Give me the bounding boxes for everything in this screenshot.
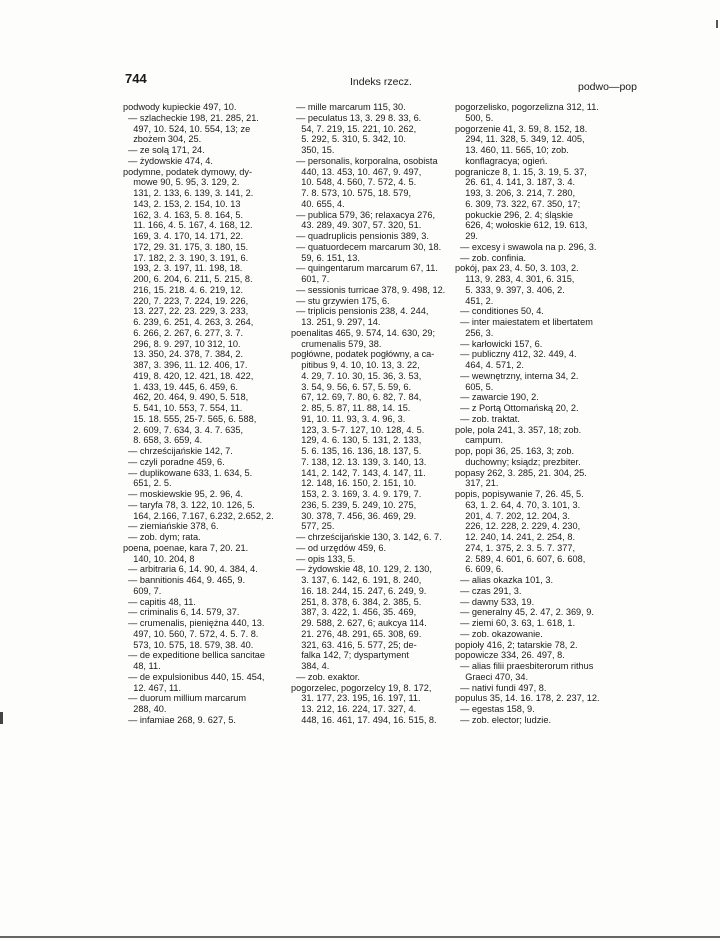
index-entry-line: — alias filii praesbiterorum rithus — [455, 661, 594, 671]
index-entry-line: popasy 262, 3. 285, 21. 304, 25. — [455, 467, 587, 478]
index-entry-line: duchowny; ksiądz; prezbiter. — [455, 456, 581, 467]
index-entry-line: podymne, podatek dymowy, dy- — [123, 166, 253, 177]
index-entry-line: 387, 3. 422, 1. 456, 35. 469, — [291, 607, 417, 618]
index-entry-line: 236, 5. 239, 5. 249, 10. 275, — [291, 499, 417, 510]
index-entry-line: 8. 658, 3. 659, 4. — [123, 435, 203, 446]
index-entry-line: konflagracya; ogień. — [455, 155, 548, 166]
index-entry-line: 321, 63. 416, 5. 577, 25; de- — [291, 639, 417, 650]
index-entry-line: 140, 10. 204, 8 — [123, 553, 195, 564]
index-entry-line: popowicze 334, 26. 497, 8. — [455, 650, 565, 661]
index-entry-line: 21. 276, 48. 291, 65. 308, 69. — [291, 628, 422, 639]
index-entry-line: — taryfa 78, 3. 122, 10. 126, 5. — [123, 499, 255, 510]
index-entry-line: 91, 10. 11. 93, 3. 4. 96, 3. — [291, 413, 406, 424]
index-entry-line: 448, 16. 461, 17. 494, 16. 515, 8. — [291, 714, 437, 725]
index-entry-line: — ziemiańskie 378, 6. — [123, 521, 219, 532]
index-entry-line: 63, 1. 2. 64, 4. 70, 3. 101, 3. — [455, 499, 581, 510]
index-entry-line: — egestas 158, 9. — [455, 704, 535, 714]
index-entry-line: 29. 588, 2. 627, 6; aukcya 114. — [291, 618, 427, 628]
index-entry-line: 11. 166, 4. 5. 167, 4. 168, 12. — [123, 220, 253, 231]
index-entry-line: — zob. dym; rata. — [123, 532, 201, 542]
index-entry-line: 162, 3. 4. 163, 5. 8. 164, 5. — [123, 209, 244, 220]
index-entry-line: 500, 5. — [455, 112, 494, 123]
index-entry-line: pogorzenie 41, 3. 59, 8. 152, 18. — [455, 123, 588, 134]
index-entry-line: 29. — [455, 231, 478, 241]
index-entry-line: 577, 25. — [291, 521, 335, 532]
index-entry-line: — crumenalis, pieniężna 440, 13. — [123, 618, 265, 628]
index-entry-line: pitibus 9, 4. 10, 10. 13, 3. 22, — [291, 360, 420, 370]
index-entry-line: 54, 7. 219, 15. 221, 10. 262, — [291, 123, 417, 134]
index-entry-line: — criminalis 6, 14. 579, 37. — [123, 607, 240, 618]
index-entry-line: 384, 4. — [291, 661, 330, 671]
index-entry-line: 296, 8. 9. 297, 10 312, 10. — [123, 338, 241, 349]
index-entry-line: — chrześcijańskie 142, 7. — [123, 446, 233, 456]
index-entry-line: mowe 90, 5. 95, 3. 129, 2. — [123, 177, 240, 188]
index-entry-line: pole, pola 241, 3. 357, 18; zob. — [455, 424, 582, 435]
index-entry-line: 7. 138, 12. 13. 139, 3. 140, 13. — [291, 456, 427, 467]
index-entry-line: 200, 6. 204, 6. 211, 5. 215, 8. — [123, 274, 253, 284]
index-entry-line: — sessionis turricae 378, 9. 498, 12. — [291, 284, 446, 295]
index-entry-line: 13. 212, 16. 224, 17. 327, 4. — [291, 704, 417, 714]
index-entry-line: 4. 29, 7. 10. 30, 15. 36, 3. 53, — [291, 370, 422, 381]
index-entry-line: 497, 10. 560, 7. 572, 4. 5. 7. 8. — [123, 628, 259, 639]
index-entry-line: 497, 10. 524, 10. 554, 13; ze — [123, 123, 251, 134]
index-entry-line: 193, 2. 3. 197, 11. 198, 18. — [123, 263, 243, 274]
index-entry-line: 48, 11. — [123, 661, 161, 671]
index-entry-line: pop, popi 36, 25. 163, 3; zob. — [455, 446, 575, 456]
index-entry-line: 6. 309, 73. 322, 67. 350, 17; — [455, 198, 581, 209]
index-entry-line: pogranicze 8, 1. 15, 3. 19, 5. 37, — [455, 166, 587, 177]
index-entry-line: 6. 266, 2. 267, 6. 277, 3. 7. — [123, 327, 244, 338]
index-entry-line: — mille marcarum 115, 30. — [291, 102, 406, 112]
index-entry-line: 226, 12. 228, 2. 229, 4. 230, — [455, 521, 581, 532]
index-entry-line: — quatuordecem marcarum 30, 18. — [291, 241, 442, 252]
index-entry-line: 1. 433, 19. 445, 6. 459, 6. — [123, 381, 238, 392]
index-entry-line: 30. 378, 7. 456, 36. 469, 29. — [291, 510, 417, 521]
index-entry-line: — zob. okazowanie. — [455, 628, 543, 639]
index-entry-line: 172, 29. 31. 175, 3. 180, 15. — [123, 241, 249, 252]
running-title: Indeks rzecz. — [350, 76, 412, 88]
index-entry-line: — duorum millium marcarum — [123, 693, 247, 704]
index-entry-line: 16. 18. 244, 15. 247, 6. 249, 9. — [291, 585, 427, 596]
index-entry-line: 193, 3. 206, 3. 214, 7. 280, — [455, 188, 576, 198]
index-entry-line: 141, 2. 142, 7. 143, 4. 147, 11. — [291, 467, 426, 478]
index-entry-line: campum. — [455, 435, 503, 446]
index-entry-line: 2. 609, 7. 634, 3. 4. 7. 635, — [123, 424, 244, 435]
index-range: podwo—pop — [578, 81, 637, 93]
index-entry-line: — chrześcijańskie 130, 3. 142, 6. 7. — [291, 532, 442, 542]
index-entry-line: 440, 13. 453, 10. 467, 9. 497, — [291, 166, 422, 177]
index-entry-line: 451, 2. — [455, 295, 494, 306]
index-entry-line: 12. 148, 16. 150, 2. 151, 10. — [291, 478, 417, 489]
index-entry-line: 7. 8. 573, 10. 575, 18. 579, — [291, 188, 412, 198]
index-entry-line: — arbitraria 6, 14. 90, 4. 384, 4. — [123, 564, 258, 575]
index-entry-line: 12. 467, 11. — [123, 682, 182, 693]
index-entry-line: — szlacheckie 198, 21. 285, 21. — [123, 112, 259, 123]
index-entry-line: poena, poenae, kara 7, 20. 21. — [123, 542, 249, 553]
index-entry-line: — opis 133, 5. — [291, 553, 356, 564]
index-entry-line: — bannitionis 464, 9. 465, 9. — [123, 575, 246, 585]
index-entry-line: 26. 61, 4. 141, 3. 187, 3. 4. — [455, 177, 576, 188]
scan-edge-mark — [716, 20, 718, 28]
index-entry-line: 43. 289, 49. 307, 57. 320, 51. — [291, 220, 422, 231]
index-entry-line: 216, 15. 218. 4. 6. 219, 12. — [123, 284, 244, 295]
index-entry-line: 256, 3. — [455, 327, 494, 338]
index-entry-line: — ziemi 60, 3. 63, 1. 618, 1. — [455, 618, 576, 628]
index-entry-line: — czas 291, 3. — [455, 585, 522, 596]
index-entry-line: — publiczny 412, 32. 449, 4. — [455, 349, 577, 360]
index-entry-line: 464, 4. 571, 2. — [455, 360, 524, 370]
index-entry-line: 143, 2. 153, 2. 154, 10. 13 — [123, 198, 241, 209]
index-entry-line: falka 142, 7; dyspartyment — [291, 650, 409, 661]
index-entry-line: — zob. exaktor. — [291, 671, 360, 682]
index-entry-line: 6. 609, 6. — [455, 564, 504, 575]
index-entry-line: 609, 7. — [123, 585, 162, 596]
index-entry-line: popis, popisywanie 7, 26. 45, 5. — [455, 489, 584, 499]
index-entry-line: — quadruplicis pensionis 389, 3. — [291, 231, 429, 241]
index-entry-line: pokój, pax 23, 4. 50, 3. 103, 2. — [455, 263, 579, 274]
index-entry-line: — triplicis pensionis 238, 4. 244, — [291, 306, 429, 317]
index-entry-line: — moskiewskie 95, 2. 96, 4. — [123, 489, 243, 499]
index-entry-line: 113, 9. 283, 4. 301, 6. 315, — [455, 274, 575, 284]
index-entry-line: pogorzelisko, pogorzelizna 312, 11. — [455, 102, 599, 112]
index-entry-line: 5. 292, 5. 310, 5. 342, 10. — [291, 134, 406, 145]
index-entry-line: — duplikowane 633, 1. 634, 5. — [123, 467, 253, 478]
index-column-1 — [123, 102, 288, 726]
index-entry-line: 350, 15. — [291, 145, 335, 155]
index-entry-line: 5. 6. 135, 16. 136, 18. 137, 5. — [291, 446, 422, 456]
index-entry-line: — conditiones 50, 4. — [455, 306, 544, 317]
index-entry-line: — de expulsionibus 440, 15. 454, — [123, 671, 265, 682]
index-entry-line: 251, 8. 378, 6. 384, 2. 385, 5. — [291, 596, 422, 607]
index-entry-line: — z Portą Ottomańską 20, 2. — [455, 403, 579, 413]
index-entry-line: 164, 2.166, 7.167, 6.232, 2.652, 2. — [123, 510, 274, 521]
index-entry-line: 573, 10. 575, 18. 579, 38. 40. — [123, 639, 254, 650]
index-entry-line: — ze solą 171, 24. — [123, 145, 205, 155]
index-entry-line: 601, 7. — [291, 274, 330, 284]
index-entry-line: — inter maiestatem et libertatem — [455, 317, 593, 327]
index-entry-line: — nativi fundi 497, 8. — [455, 682, 547, 693]
index-entry-line: 651, 2. 5. — [123, 478, 172, 489]
index-entry-line: 123, 3. 5-7. 127, 10. 128, 4. 5. — [291, 424, 425, 435]
index-entry-line: crumenalis 579, 38. — [291, 338, 382, 349]
index-entry-line: 3. 137, 6. 142, 6. 191, 8. 240, — [291, 575, 422, 585]
index-entry-line: 13. 227, 22. 23. 229, 3. 233, — [123, 306, 249, 317]
index-entry-line: 10. 548, 4. 560, 7. 572, 4. 5. — [291, 177, 417, 188]
index-entry-line: 201, 4. 7. 202, 12. 204, 3. — [455, 510, 570, 521]
index-entry-line: poenalitas 465, 9. 574, 14. 630, 29; — [291, 327, 436, 338]
index-entry-line: 67, 12. 69, 7. 80, 6. 82, 7. 84, — [291, 392, 422, 403]
index-entry-line: 5. 333, 9. 397, 3. 406, 2. — [455, 284, 565, 295]
index-entry-line: popioły 416, 2; tatarskie 78, 2. — [455, 639, 578, 650]
index-entry-line: 605, 5. — [455, 381, 494, 392]
index-entry-line: Graeci 470, 34. — [455, 671, 529, 682]
index-entry-line: — excesy i swawola na p. 296, 3. — [455, 241, 597, 252]
index-entry-line: 12. 240, 14. 241, 2. 254, 8. — [455, 532, 576, 542]
index-entry-line: 40. 655, 4. — [291, 198, 345, 209]
scan-edge-mark — [0, 712, 3, 724]
index-entry-line: 220, 7. 223, 7. 224, 19. 226, — [123, 295, 249, 306]
index-entry-line: 626, 4; wołoskie 612, 19. 613, — [455, 220, 588, 231]
index-entry-line: 462, 20. 464, 9. 490, 5. 518, — [123, 392, 249, 403]
index-entry-line: — zawarcie 190, 2. — [455, 392, 539, 403]
index-entry-line: — capitis 48, 11. — [123, 596, 196, 607]
index-entry-line: 169, 3. 4. 170, 14. 171, 22. — [123, 231, 244, 241]
index-entry-line: 294, 11. 328, 5. 349, 12. 405, — [455, 134, 585, 145]
index-entry-line: — czyli poradne 459, 6. — [123, 456, 225, 467]
index-entry-line: 15. 18. 555, 25-7. 565, 6. 588, — [123, 413, 257, 424]
index-entry-line: 288, 40. — [123, 704, 167, 714]
index-entry-line: 31. 177, 23. 195, 16. 197, 11. — [291, 693, 421, 704]
index-entry-line: pokuckie 296, 2. 4; śląskie — [455, 209, 573, 220]
index-entry-line: podwody kupieckie 497, 10. — [123, 102, 237, 112]
index-entry-line: 2. 589, 4. 601, 6. 607, 6. 608, — [455, 553, 586, 564]
scan-bottom-edge — [0, 936, 720, 938]
index-entry-line: — zob. confinia. — [455, 252, 526, 263]
index-entry-line: — zob. traktat. — [455, 413, 520, 424]
index-entry-line: 5. 541, 10. 553, 7. 554, 11. — [123, 403, 243, 413]
index-entry-line: 387, 3. 396, 11. 12. 406, 17. — [123, 360, 248, 370]
index-entry-line: — personalis, korporalna, osobista — [291, 155, 438, 166]
index-entry-line: 13. 460, 11. 565, 10; zob. — [455, 145, 569, 155]
index-entry-line: — alias okazka 101, 3. — [455, 575, 554, 585]
index-entry-line: — żydowskie 474, 4. — [123, 155, 213, 166]
index-entry-line: populus 35, 14. 16. 178, 2. 237, 12. — [455, 693, 600, 704]
index-entry-line: 129, 4. 6. 130, 5. 131, 2. 133, — [291, 435, 422, 446]
index-entry-line: — publica 579, 36; relaxacya 276, — [291, 209, 436, 220]
index-entry-line: — karłowicki 157, 6. — [455, 338, 543, 349]
index-entry-line: 317, 21. — [455, 478, 499, 489]
index-entry-line: — zob. elector; ludzie. — [455, 714, 552, 725]
index-entry-line: — dawny 533, 19. — [455, 596, 535, 607]
index-entry-line: — żydowskie 48, 10. 129, 2. 130, — [291, 564, 432, 575]
index-entry-line: 274, 1. 375, 2. 3. 5. 7. 377, — [455, 542, 576, 553]
index-entry-line: — stu grzywien 175, 6. — [291, 295, 390, 306]
index-entry-line: — quingentarum marcarum 67, 11. — [291, 263, 438, 274]
index-entry-line: — generalny 45, 2. 47, 2. 369, 9. — [455, 607, 594, 618]
index-entry-line: 17. 182, 2. 3. 190, 3. 191, 6. — [123, 252, 249, 263]
index-entry-line: — od urzędów 459, 6. — [291, 542, 386, 553]
index-entry-line: 59, 6. 151, 13. — [291, 252, 360, 263]
index-entry-line: 419, 8. 420, 12. 421, 18. 422, — [123, 370, 254, 381]
index-entry-line: 153, 2. 3. 169, 3. 4. 9. 179, 7. — [291, 489, 422, 499]
index-entry-line: — de expeditione bellica sancitae — [123, 650, 265, 661]
page-number: 744 — [125, 71, 147, 86]
index-entry-line: 6. 239, 6. 251, 4. 263, 3. 264, — [123, 317, 254, 327]
index-entry-line: 13. 251, 9. 297, 14. — [291, 317, 381, 327]
index-entry-line: 131, 2. 133, 6. 139, 3. 141, 2. — [123, 188, 254, 198]
index-entry-line: — infamiae 268, 9. 627, 5. — [123, 714, 236, 725]
index-entry-line: — wewnętrzny, interna 34, 2. — [455, 370, 579, 381]
index-entry-line: zbożem 304, 25. — [123, 134, 202, 145]
index-column-3 — [455, 102, 635, 726]
index-entry-line: 2. 85, 5. 87, 11. 88, 14. 15. — [291, 403, 411, 413]
index-entry-line: — peculatus 13, 3. 29 8. 33, 6. — [291, 112, 422, 123]
index-entry-line: 13. 350, 24. 378, 7. 384, 2. — [123, 349, 244, 360]
index-entry-line: pogorzelec, pogorzelcy 19, 8. 172, — [291, 682, 432, 693]
index-column-2 — [291, 102, 456, 726]
index-entry-line: pogłówne, podatek pogłówny, a ca- — [291, 349, 435, 360]
index-entry-line: 3. 54, 9. 56, 6. 57, 5. 59, 6. — [291, 381, 412, 392]
